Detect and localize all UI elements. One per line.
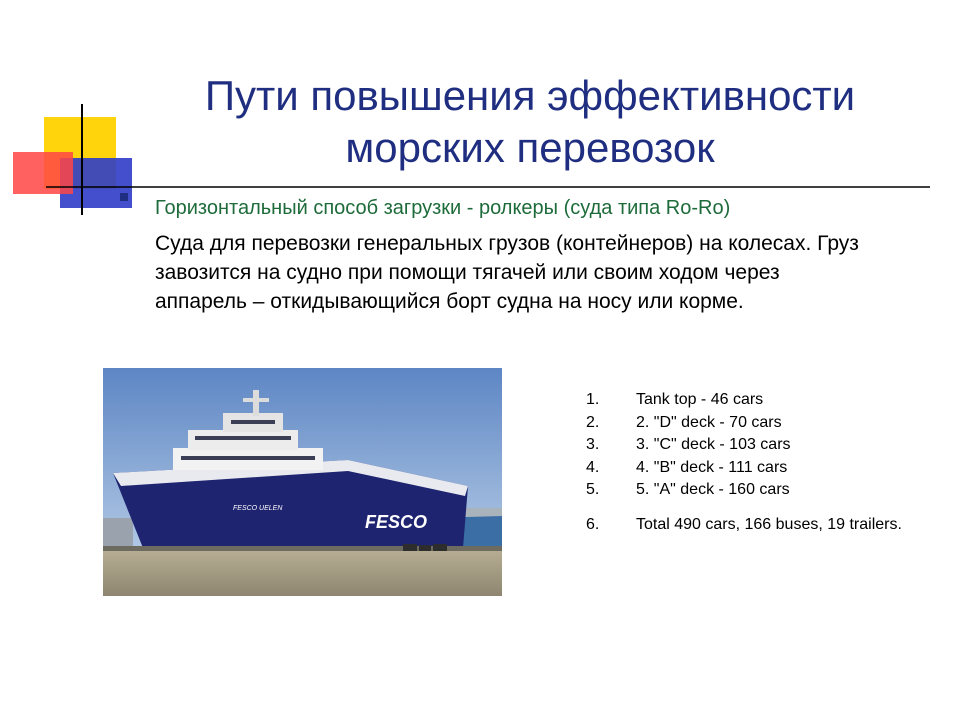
- list-item: 4. 4. "B" deck - 111 cars: [586, 458, 788, 476]
- title-line-2: морских перевозок: [345, 124, 715, 171]
- list-item: 2. 2. "D" deck - 70 cars: [586, 413, 782, 431]
- body-paragraph: Суда для перевозки генеральных грузов (контейнеров) на колесах. Груз завозится на судно при помощи тягачей или своим ходом через аппарель – откидывающийся борт судна на носу или корме.: [155, 232, 859, 313]
- list-item: 6. Total 490 cars, 166 buses, 19 trailers.: [586, 515, 902, 533]
- list-item: 1. Tank top - 46 cars: [586, 391, 764, 408]
- bullet-square-icon: [120, 193, 128, 201]
- hull-logo-text: FESCO: [365, 512, 428, 532]
- capacity-list: [586, 389, 906, 536]
- list-item: 3. 3. "C" deck - 103 cars: [586, 436, 791, 453]
- ship-photo: [103, 368, 502, 596]
- list-item: 5. 5. "A" deck - 160 cars: [586, 481, 790, 498]
- subtitle: Горизонтальный способ загрузки - ролкеры (суда типа Ro-Ro): [155, 197, 731, 219]
- title-line-1: Пути повышения эффективности: [204, 72, 856, 119]
- slide-title: [130, 70, 930, 174]
- hull-name-text: FESCO UELEN: [233, 505, 283, 512]
